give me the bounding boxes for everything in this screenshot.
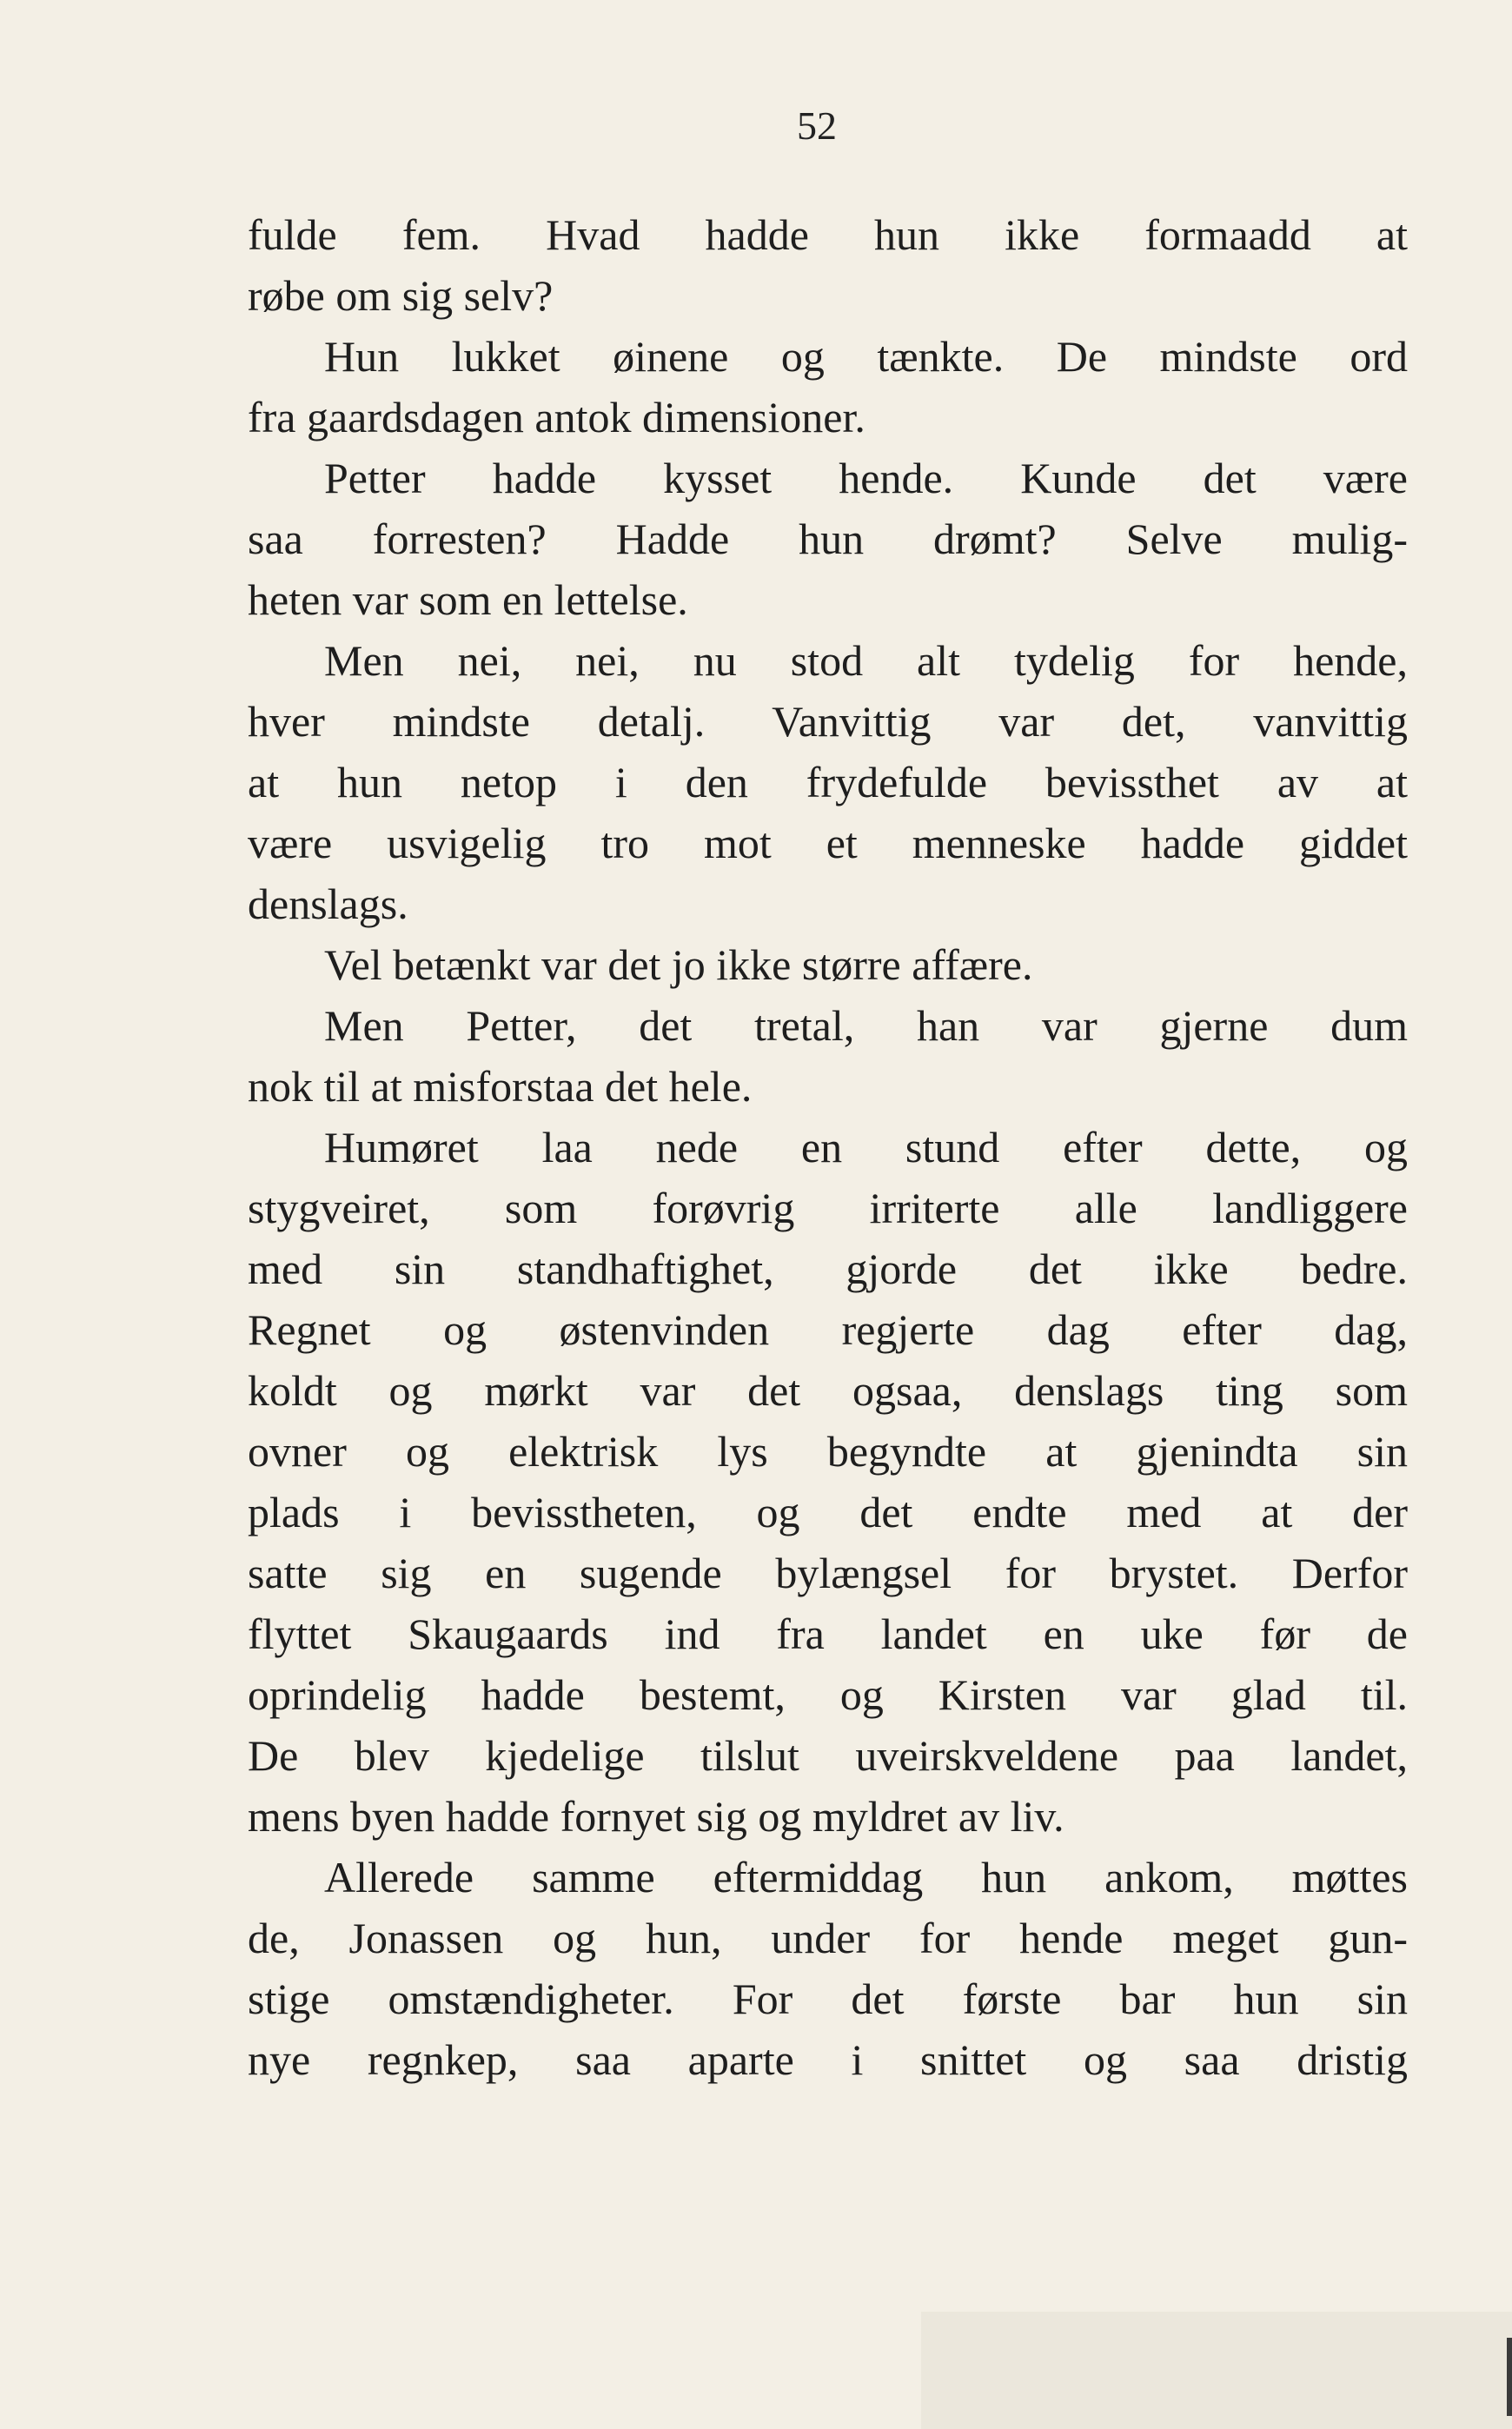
page-edge-mark xyxy=(1507,2338,1512,2416)
text-line: nok til at misforstaa det hele. xyxy=(248,1062,753,1111)
text-line: røbe om sig selv? xyxy=(248,271,554,320)
text-line: fra gaardsdagen antok dimensioner. xyxy=(248,393,865,441)
text-line: flyttet Skaugaards ind fra landet en uke før de xyxy=(248,1609,1408,1658)
text-line: hver mindste detalj. Vanvittig var det, vanvittig xyxy=(248,697,1408,746)
text-line: ovner og elektrisk lys begyndte at gjenindta sin xyxy=(248,1427,1408,1476)
text-line: mens byen hadde fornyet sig og myldret av liv. xyxy=(248,1792,1064,1841)
text-line: oprindelig hadde bestemt, og Kirsten var glad til. xyxy=(248,1670,1408,1719)
text-line: heten var som en lettelse. xyxy=(248,575,688,624)
text-line: være usvigelig tro mot et menneske hadde giddet xyxy=(248,819,1408,867)
text-line: plads i bevisstheten, og det endte med at der xyxy=(248,1488,1408,1536)
text-line: fulde fem. Hvad hadde hun ikke formaadd at xyxy=(248,210,1408,259)
text-line: De blev kjedelige tilslut uveirskveldene paa landet, xyxy=(248,1731,1408,1780)
text-line: Allerede samme eftermiddag hun ankom, møttes xyxy=(324,1853,1408,1901)
page-number: 52 xyxy=(797,103,837,148)
text-line: koldt og mørkt var det ogsaa, denslags ting som xyxy=(248,1366,1408,1415)
paper-shading xyxy=(921,2312,1512,2429)
text-line: de, Jonassen og hun, under for hende meget gun- xyxy=(248,1914,1408,1962)
text-line: Men Petter, det tretal, han var gjerne dum xyxy=(324,1001,1408,1050)
text-line: nye regnkep, saa aparte i snittet og saa dristig xyxy=(248,2035,1408,2084)
text-line: Hun lukket øinene og tænkte. De mindste ord xyxy=(324,332,1408,381)
text-line: Vel betænkt var det jo ikke større affære. xyxy=(324,940,1033,989)
text-line: at hun netop i den frydefulde bevissthet av at xyxy=(248,758,1408,806)
text-line: saa forresten? Hadde hun drømt? Selve mulig- xyxy=(248,514,1408,563)
text-line: Petter hadde kysset hende. Kunde det være xyxy=(324,454,1408,502)
text-line: Men nei, nei, nu stod alt tydelig for hende, xyxy=(324,636,1408,685)
text-line: Humøret laa nede en stund efter dette, og xyxy=(324,1123,1408,1171)
text-line: satte sig en sugende bylængsel for brystet. Derfor xyxy=(248,1549,1408,1597)
text-line: stige omstændigheter. For det første bar hun sin xyxy=(248,1974,1408,2023)
text-line: denslags. xyxy=(248,879,408,928)
text-line: med sin standhaftighet, gjorde det ikke bedre. xyxy=(248,1244,1408,1293)
text-line: stygveiret, som forøvrig irriterte alle landliggere xyxy=(248,1184,1408,1232)
text-line: Regnet og østenvinden regjerte dag efter dag, xyxy=(248,1305,1408,1354)
